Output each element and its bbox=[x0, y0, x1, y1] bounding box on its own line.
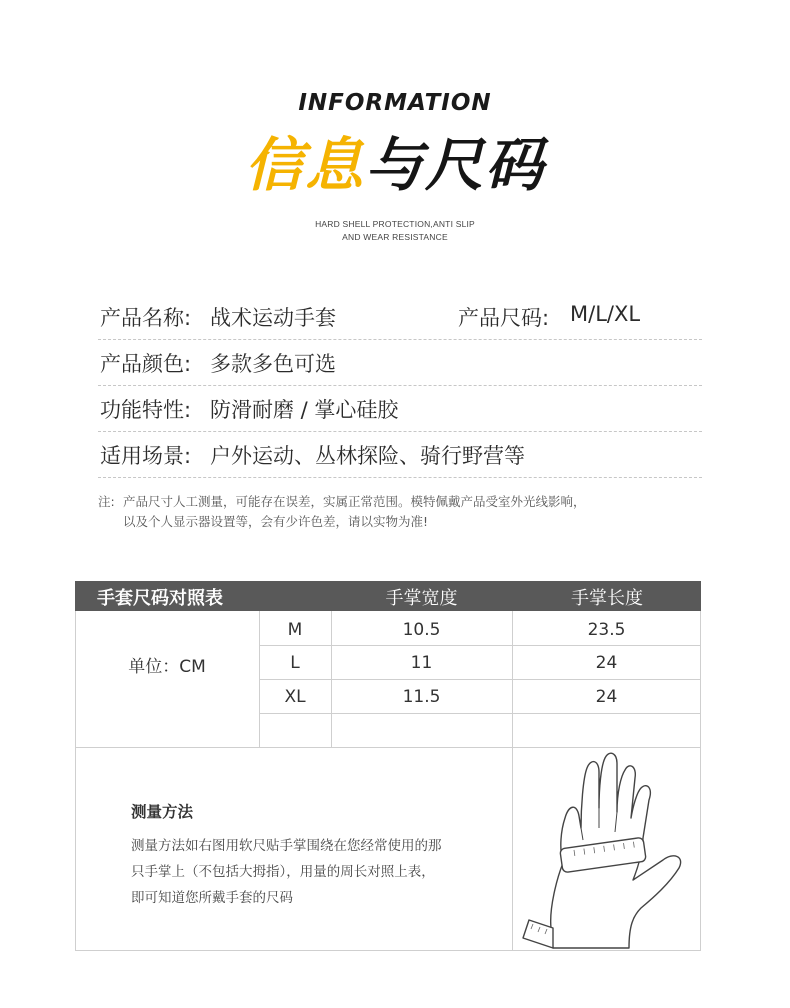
info-feature-value: 防滑耐磨 / 掌心硅胶 bbox=[210, 398, 399, 422]
note-line1: 产品尺寸人工测量，可能存在误差，实属正常范围。模特佩戴产品受室外光线影响， bbox=[123, 494, 586, 509]
info-row-name bbox=[98, 293, 702, 340]
measure-text-line3: 即可知道您所戴手套的尺码 bbox=[131, 890, 293, 906]
table-cell-size: L bbox=[290, 653, 300, 673]
size-chart-header bbox=[75, 581, 701, 611]
unit-label: 单位：CM bbox=[128, 657, 206, 677]
header-title-highlight: 信息 bbox=[244, 131, 365, 199]
info-scene-label: 适用场景: bbox=[100, 444, 192, 468]
table-cell-length: 24 bbox=[595, 687, 618, 707]
header-subtitle bbox=[0, 218, 790, 244]
measure-text-line1: 测量方法如右图用软尺贴手掌围绕在您经常使用的那 bbox=[131, 838, 442, 854]
table-cell-width: 11.5 bbox=[402, 687, 441, 707]
info-size-value: M/L/XL bbox=[570, 302, 641, 326]
size-chart-title: 手套尺码对照表 bbox=[97, 588, 223, 609]
table-cell-width: 10.5 bbox=[402, 620, 441, 640]
header-subtitle-line2: AND WEAR RESISTANCE bbox=[342, 232, 448, 242]
info-color-value: 多款多色可选 bbox=[210, 352, 336, 376]
info-scene-value: 户外运动、丛林探险、骑行野营等 bbox=[210, 444, 525, 468]
info-name-value: 战术运动手套 bbox=[210, 306, 336, 330]
table-cell-length: 23.5 bbox=[587, 620, 626, 640]
info-name-label: 产品名称: bbox=[100, 306, 192, 330]
table-row-line-3 bbox=[259, 713, 701, 714]
measure-text-line2: 只手掌上（不包括大拇指），用量的周长对照上表， bbox=[131, 864, 435, 880]
column-header-width: 手掌宽度 bbox=[385, 588, 458, 609]
info-row-color bbox=[98, 339, 702, 386]
header-subtitle-line1: HARD SHELL PROTECTION,ANTI SLIP bbox=[315, 219, 475, 229]
hand-measure-icon bbox=[513, 748, 701, 951]
header-title-cn bbox=[0, 130, 790, 200]
column-header-length: 手掌长度 bbox=[571, 588, 643, 609]
info-color-label: 产品颜色: bbox=[100, 352, 192, 376]
info-row-feature bbox=[98, 385, 702, 432]
note-label: 注: bbox=[98, 494, 115, 509]
info-row-scene bbox=[98, 431, 702, 478]
table-cell-size: M bbox=[287, 620, 303, 640]
table-row-line-1 bbox=[259, 645, 701, 646]
table-cell-width: 11 bbox=[410, 653, 433, 673]
note-line2: 以及个人显示器设置等，会有少许色差，请以实物为准! bbox=[123, 514, 429, 529]
table-cell-length: 24 bbox=[595, 653, 618, 673]
info-size-label: 产品尺码: bbox=[458, 306, 550, 330]
table-row-line-2 bbox=[259, 679, 701, 680]
measure-title: 测量方法 bbox=[131, 803, 194, 821]
table-cell-size: XL bbox=[284, 687, 306, 707]
header-title-en: INFORMATION bbox=[298, 90, 492, 116]
info-feature-label: 功能特性: bbox=[100, 398, 192, 422]
header-title-rest: 与尺码 bbox=[365, 131, 546, 199]
